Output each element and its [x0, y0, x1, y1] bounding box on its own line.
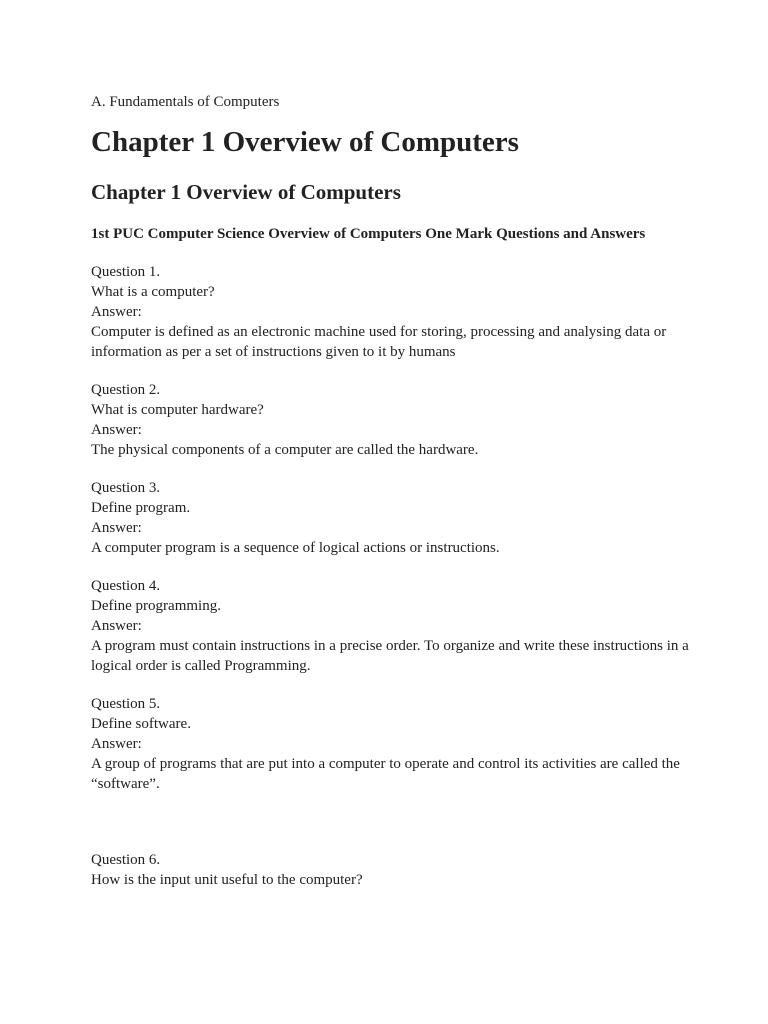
question-block-1: [91, 262, 691, 362]
page-title: Chapter 1 Overview of Computers: [91, 126, 519, 158]
question-text: Define programming.: [91, 598, 221, 614]
answer-label: Answer:: [91, 422, 142, 438]
answer-text: Computer is defined as an electronic machine used for storing, processing and analysing data or information as per a set of instructions given to it by humans: [91, 324, 667, 360]
question-number: Question 4.: [91, 578, 161, 594]
question-block-2: [91, 380, 691, 460]
question-text: Define software.: [91, 716, 191, 732]
answer-label: Answer:: [91, 520, 142, 536]
question-number: Question 5.: [91, 696, 161, 712]
question-block-5: [91, 694, 691, 794]
question-text: What is a computer?: [91, 284, 215, 300]
answer-label: Answer:: [91, 304, 142, 320]
answer-text: A program must contain instructions in a precise order. To organize and write these instructions in a logical order is called Programming.: [91, 638, 689, 674]
category-label: A. Fundamentals of Computers: [91, 94, 280, 110]
answer-text: A computer program is a sequence of logical actions or instructions.: [91, 540, 500, 556]
question-list: [91, 262, 708, 890]
question-number: Question 6.: [91, 852, 161, 868]
answer-label: Answer:: [91, 736, 142, 752]
question-block-3: [91, 478, 691, 558]
section-title: Chapter 1 Overview of Computers: [91, 180, 401, 204]
question-block-6: [91, 850, 691, 890]
question-block-4: [91, 576, 691, 676]
answer-label: Answer:: [91, 618, 142, 634]
question-text: Define program.: [91, 500, 191, 516]
question-text: What is computer hardware?: [91, 402, 264, 418]
question-number: Question 2.: [91, 382, 161, 398]
answer-text: The physical components of a computer are called the hardware.: [91, 442, 479, 458]
question-number: Question 1.: [91, 264, 161, 280]
question-text: How is the input unit useful to the computer?: [91, 872, 363, 888]
question-number: Question 3.: [91, 480, 161, 496]
answer-text: A group of programs that are put into a computer to operate and control its activities are called the “software”.: [91, 756, 680, 792]
intro-heading: 1st PUC Computer Science Overview of Computers One Mark Questions and Answers: [91, 226, 646, 242]
